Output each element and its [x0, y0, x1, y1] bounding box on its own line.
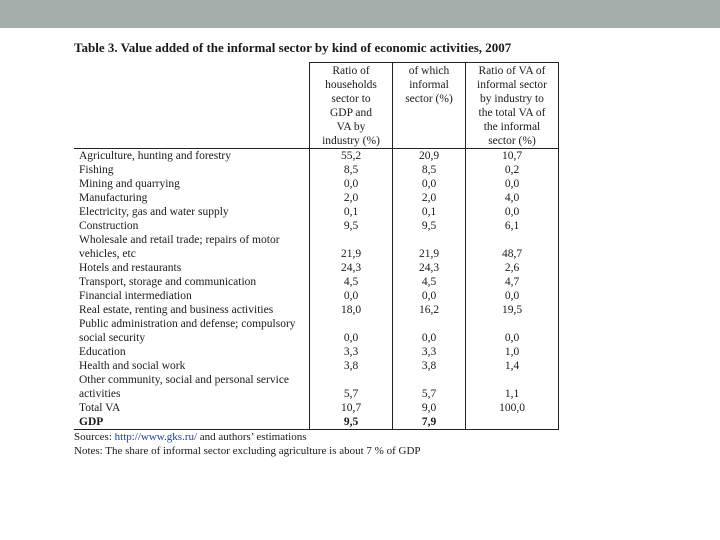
households-ratio-value: 5,7 — [310, 373, 393, 401]
households-ratio-value: 10,7 — [310, 401, 393, 415]
table-row — [74, 261, 559, 275]
activity-label: Wholesale and retail trade; repairs of motor vehicles, etc — [74, 233, 310, 261]
activity-label: Other community, social and personal service activities — [74, 373, 310, 401]
informal-share-value: 21,9 — [393, 233, 466, 261]
header-informal-share — [393, 63, 466, 149]
table-header-row — [74, 63, 559, 149]
informal-share-value: 9,0 — [393, 401, 466, 415]
activity-label: Real estate, renting and business activities — [74, 303, 310, 317]
households-ratio-value: 0,0 — [310, 317, 393, 345]
households-ratio-value: 0,0 — [310, 177, 393, 191]
table-row — [74, 303, 559, 317]
households-ratio-value: 8,5 — [310, 163, 393, 177]
households-ratio-value: 24,3 — [310, 261, 393, 275]
informal-share-value: 0,0 — [393, 177, 466, 191]
table-row — [74, 149, 559, 164]
table-row — [74, 359, 559, 373]
activity-label: Fishing — [74, 163, 310, 177]
table-row — [74, 289, 559, 303]
households-ratio-value: 55,2 — [310, 149, 393, 164]
activity-label: Total VA — [74, 401, 310, 415]
table-row — [74, 275, 559, 289]
header-line: sector to — [331, 93, 371, 105]
table-row — [74, 373, 559, 401]
households-ratio-value: 9,5 — [310, 219, 393, 233]
informal-share-value: 4,5 — [393, 275, 466, 289]
document-body — [74, 40, 574, 458]
informal-share-value: 0,0 — [393, 289, 466, 303]
activity-label: Agriculture, hunting and forestry — [74, 149, 310, 164]
va-ratio-value: 4,0 — [466, 191, 559, 205]
informal-share-value: 16,2 — [393, 303, 466, 317]
activity-label: Health and social work — [74, 359, 310, 373]
va-ratio-value: 0,0 — [466, 317, 559, 345]
va-ratio-value: 2,6 — [466, 261, 559, 275]
va-ratio-value: 100,0 — [466, 401, 559, 415]
activity-label: Transport, storage and communication — [74, 275, 310, 289]
va-ratio-value: 0,2 — [466, 163, 559, 177]
households-ratio-value: 9,5 — [310, 415, 393, 430]
activity-label: Financial intermediation — [74, 289, 310, 303]
va-ratio-value — [466, 415, 559, 430]
informal-share-value: 5,7 — [393, 373, 466, 401]
header-line: Ratio of — [332, 65, 370, 77]
table-row — [74, 317, 559, 345]
va-ratio-value: 1,1 — [466, 373, 559, 401]
informal-share-value: 7,9 — [393, 415, 466, 430]
table-row — [74, 401, 559, 415]
header-line: households — [325, 79, 377, 91]
va-ratio-value: 1,4 — [466, 359, 559, 373]
table-row — [74, 191, 559, 205]
va-ratio-value: 19,5 — [466, 303, 559, 317]
informal-share-value: 9,5 — [393, 219, 466, 233]
header-activity — [74, 63, 310, 149]
informal-share-value: 3,3 — [393, 345, 466, 359]
header-line: the total VA of — [478, 107, 546, 119]
informal-share-value: 0,1 — [393, 205, 466, 219]
activity-label: Mining and quarrying — [74, 177, 310, 191]
activity-label: GDP — [74, 415, 310, 430]
va-ratio-value: 10,7 — [466, 149, 559, 164]
header-line: sector (%) — [405, 93, 453, 105]
households-ratio-value: 18,0 — [310, 303, 393, 317]
households-ratio-value: 4,5 — [310, 275, 393, 289]
va-ratio-value: 4,7 — [466, 275, 559, 289]
value-added-table — [74, 62, 559, 430]
activity-label: Hotels and restaurants — [74, 261, 310, 275]
informal-share-value: 20,9 — [393, 149, 466, 164]
header-line: by industry to — [480, 93, 544, 105]
sources-link[interactable]: http://www.gks.ru/ — [114, 431, 198, 443]
header-line: Ratio of VA of — [478, 65, 546, 77]
header-line: informal — [409, 79, 449, 91]
table-title: Table 3. Value added of the informal sector by kind of economic activities, 2007 — [74, 40, 512, 55]
header-va-ratio — [466, 63, 559, 149]
table-row — [74, 233, 559, 261]
activity-label: Education — [74, 345, 310, 359]
households-ratio-value: 0,1 — [310, 205, 393, 219]
households-ratio-value: 2,0 — [310, 191, 393, 205]
va-ratio-value: 1,0 — [466, 345, 559, 359]
va-ratio-value: 0,0 — [466, 205, 559, 219]
va-ratio-value: 0,0 — [466, 289, 559, 303]
informal-share-value: 0,0 — [393, 317, 466, 345]
va-ratio-value: 0,0 — [466, 177, 559, 191]
va-ratio-value: 48,7 — [466, 233, 559, 261]
header-line: the informal — [483, 121, 541, 133]
sources-note — [74, 431, 574, 444]
table-row — [74, 177, 559, 191]
households-ratio-value: 21,9 — [310, 233, 393, 261]
header-line: sector (%) — [488, 135, 536, 147]
header-households-ratio — [310, 63, 393, 149]
header-line: GDP and — [329, 107, 373, 119]
informal-share-value: 3,8 — [393, 359, 466, 373]
households-ratio-value: 3,8 — [310, 359, 393, 373]
activity-label: Public administration and defense; compulsory social security — [74, 317, 310, 345]
table-row — [74, 345, 559, 359]
households-ratio-value: 3,3 — [310, 345, 393, 359]
header-line: VA by — [336, 121, 366, 133]
table-row — [74, 205, 559, 219]
table-row — [74, 163, 559, 177]
notes-text: Notes: The share of informal sector excluding agriculture is about 7 % of GDP — [74, 445, 421, 457]
va-ratio-value: 6,1 — [466, 219, 559, 233]
header-line: informal sector — [477, 79, 547, 91]
header-line: industry (%) — [322, 135, 380, 147]
sources-suffix: and authors’ estimations — [197, 431, 307, 443]
activity-label: Electricity, gas and water supply — [74, 205, 310, 219]
activity-label: Manufacturing — [74, 191, 310, 205]
informal-share-value: 8,5 — [393, 163, 466, 177]
sources-prefix: Sources: — [74, 431, 115, 443]
header-line: of which — [408, 65, 450, 77]
slide-top-bar — [0, 0, 720, 28]
table-row — [74, 219, 559, 233]
informal-share-value: 2,0 — [393, 191, 466, 205]
informal-share-value: 24,3 — [393, 261, 466, 275]
activity-label: Construction — [74, 219, 310, 233]
table-row — [74, 415, 559, 430]
households-ratio-value: 0,0 — [310, 289, 393, 303]
